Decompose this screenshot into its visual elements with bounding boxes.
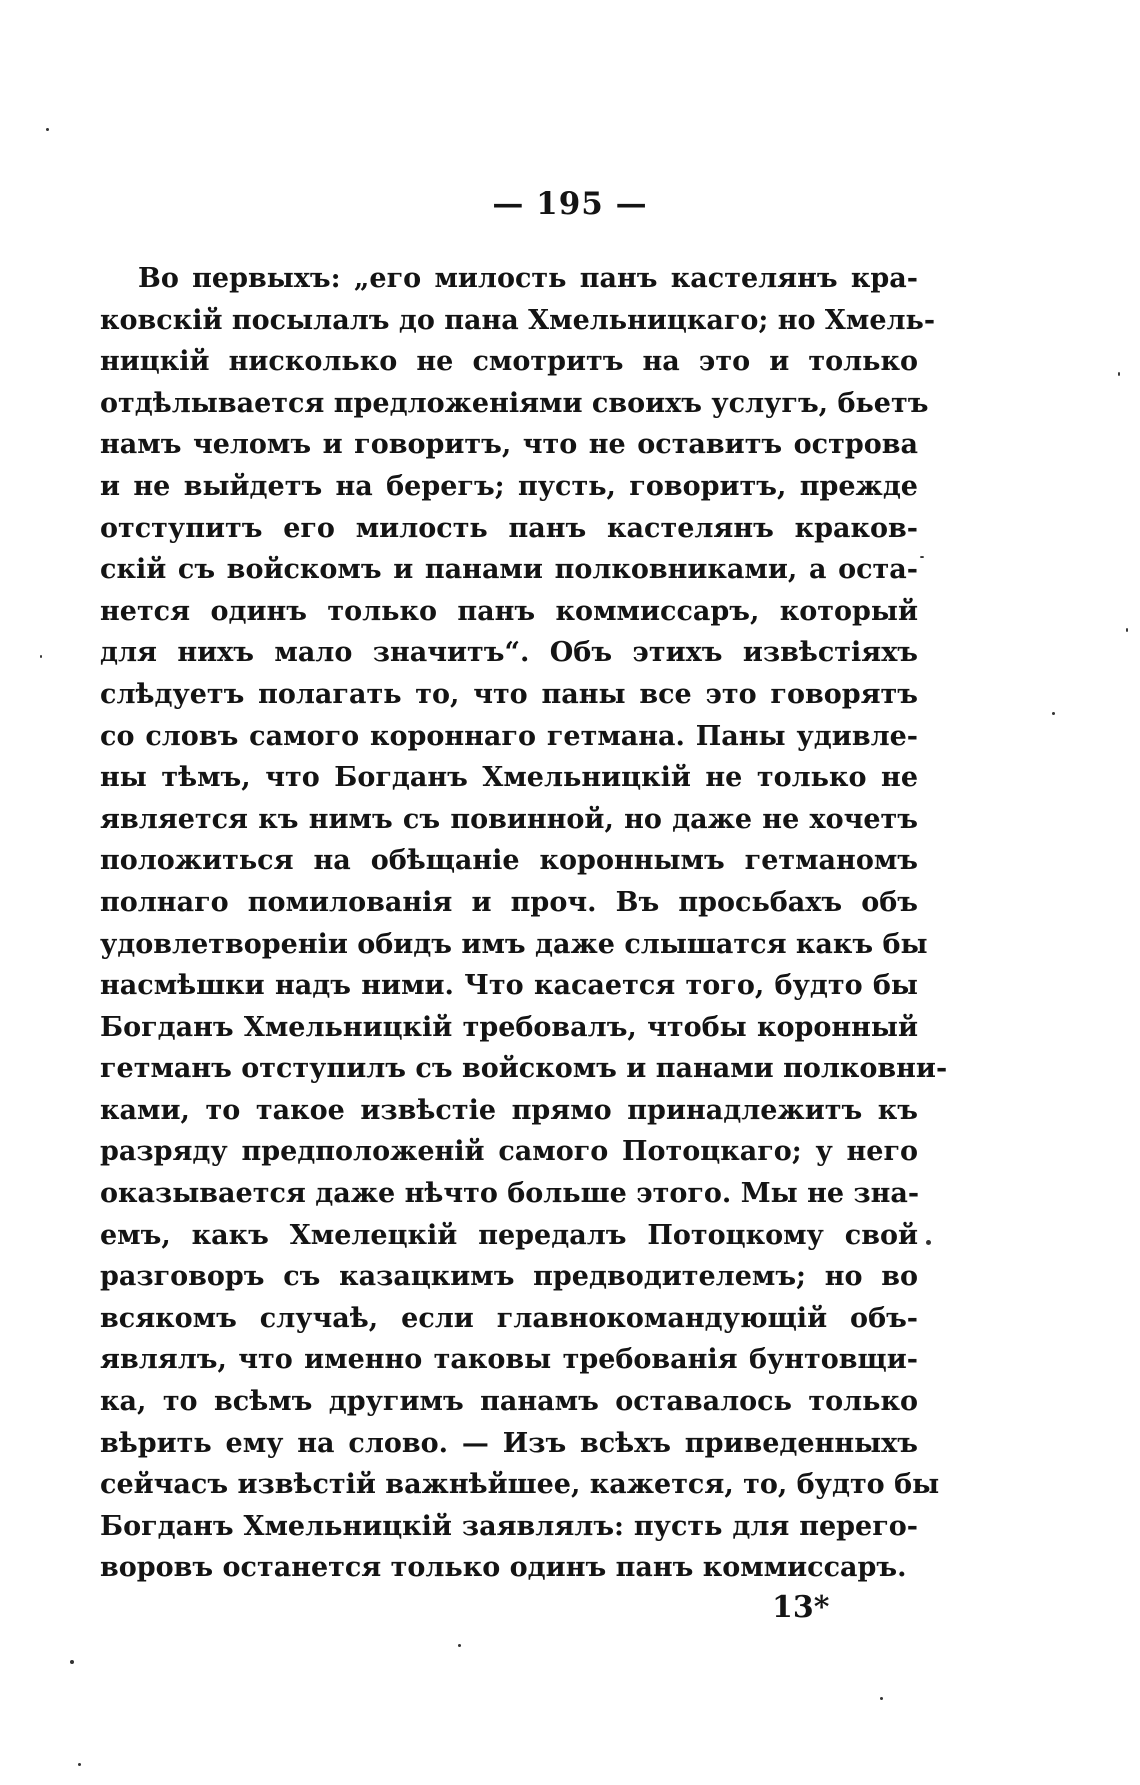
text-line: намъ челомъ и говоритъ, что не оставитъ острова bbox=[100, 429, 918, 461]
text-line: Богданъ Хмельницкій требовалъ, чтобы коронный bbox=[100, 1011, 918, 1043]
scan-speck bbox=[1052, 712, 1055, 715]
scan-speck bbox=[920, 556, 924, 558]
text-line: со словъ самого короннаго гетмана. Паны удивле- bbox=[100, 720, 918, 752]
text-line: и не выйдетъ на берегъ; пусть, говоритъ, прежде bbox=[100, 470, 918, 502]
text-line: ковскій посылалъ до пана Хмельницкаго; но Хмель- bbox=[100, 304, 936, 336]
text-line: является къ нимъ съ повинной, но даже не хочетъ bbox=[100, 803, 918, 835]
text-line: ка, то всѣмъ другимъ панамъ оставалось только bbox=[100, 1386, 918, 1418]
text-line: Богданъ Хмельницкій заявлялъ: пусть для перего- bbox=[100, 1510, 918, 1542]
text-line: вѣрить ему на слово. — Изъ всѣхъ приведенныхъ bbox=[100, 1427, 918, 1459]
scan-speck bbox=[880, 1697, 883, 1700]
text-line: ны тѣмъ, что Богданъ Хмельницкій не только не bbox=[100, 762, 918, 794]
text-line: скій съ войскомъ и панами полковниками, а оста- bbox=[100, 554, 918, 586]
text-line: всякомъ случаѣ, если главнокомандующій объ- bbox=[100, 1302, 918, 1334]
text-line: гетманъ отступилъ съ войскомъ и панами полковни- bbox=[100, 1053, 948, 1085]
scan-speck bbox=[46, 128, 49, 131]
text-line: оказывается даже нѣчто больше этого. Мы не зна- bbox=[100, 1178, 920, 1210]
text-line: являлъ, что именно таковы требованія бунтовщи- bbox=[100, 1344, 918, 1376]
scan-speck bbox=[458, 1644, 461, 1647]
scan-speck bbox=[1126, 628, 1128, 632]
scan-speck bbox=[78, 1763, 81, 1766]
text-line: разряду предположеній самого Потоцкаго; у него bbox=[100, 1136, 918, 1168]
scan-speck bbox=[926, 1240, 931, 1245]
text-line: слѣдуетъ полагать то, что паны все это говорятъ bbox=[100, 678, 918, 710]
text-line: удовлетвореніи обидъ имъ даже слышатся какъ бы bbox=[100, 928, 928, 960]
text-line: отдѣлывается предложеніями своихъ услугъ, бьетъ bbox=[100, 387, 929, 419]
text-line: нется одинъ только панъ коммиссаръ, который bbox=[100, 595, 918, 627]
text-line: насмѣшки надъ ними. Что касается того, будто бы bbox=[100, 970, 918, 1002]
scan-speck bbox=[70, 1660, 74, 1664]
scan-speck bbox=[40, 655, 42, 658]
text-line: сейчасъ извѣстій важнѣйшее, кажется, то, будто бы bbox=[100, 1469, 940, 1501]
text-line: разговоръ съ казацкимъ предводителемъ; но во bbox=[100, 1261, 918, 1293]
text-line: ками, то такое извѣстіе прямо принадлежитъ къ bbox=[100, 1094, 918, 1126]
text-line: для нихъ мало значитъ“. Объ этихъ извѣстіяхъ bbox=[100, 637, 918, 669]
text-line: полнаго помилованія и проч. Въ просьбахъ объ bbox=[100, 886, 918, 918]
text-line: воровъ останется только одинъ панъ коммиссаръ. bbox=[100, 1552, 907, 1584]
text-line: отступитъ его милость панъ кастелянъ краков- bbox=[100, 512, 918, 544]
page-number: — 195 — bbox=[492, 186, 648, 222]
printer-signature-mark: 13* bbox=[772, 1590, 830, 1625]
text-line: ницкій нисколько не смотритъ на это и только bbox=[100, 346, 918, 378]
scan-speck bbox=[1118, 372, 1120, 376]
text-line: Во первыхъ: „его милость панъ кастелянъ кра- bbox=[138, 263, 918, 294]
text-line: емъ, какъ Хмелецкій передалъ Потоцкому свой bbox=[100, 1219, 918, 1251]
body-text bbox=[100, 258, 948, 1589]
text-line: положиться на обѣщаніе короннымъ гетманомъ bbox=[100, 845, 918, 877]
